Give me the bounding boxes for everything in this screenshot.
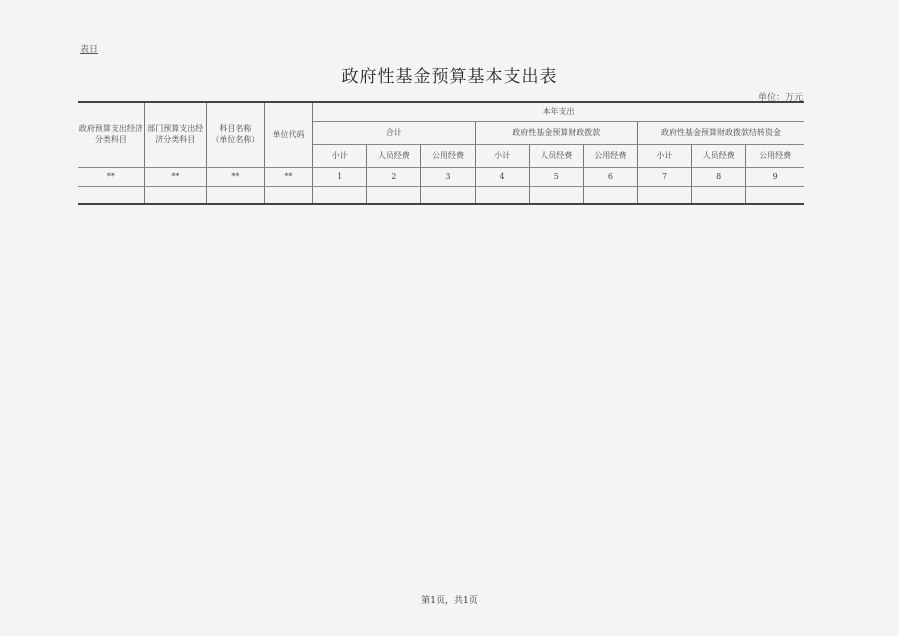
leaf-header: 小计 (637, 145, 691, 168)
group-header-current-year: 本年支出 (313, 102, 804, 122)
leaf-header: 人员经费 (367, 145, 421, 168)
data-cell (367, 187, 421, 205)
subgroup-header-carryover: 政府性基金预算财政拨款结转资金 (637, 122, 804, 145)
data-cell (78, 187, 144, 205)
index-cell: ** (264, 168, 312, 187)
index-cell: ** (144, 168, 206, 187)
leaf-header: 人员经费 (529, 145, 583, 168)
page-footer: 第1页，共1页 (421, 596, 478, 606)
page-title: 政府性基金预算基本支出表 (341, 67, 558, 87)
data-cell (692, 187, 746, 205)
data-cell (264, 187, 312, 205)
unit-label: 单位：万元 (757, 93, 803, 103)
stub-header-gov-econ: 政府预算支出经济分类科目 (78, 102, 144, 168)
data-row (78, 187, 804, 205)
data-cell (475, 187, 529, 205)
header-row-1 (78, 102, 804, 122)
stub-header-subject-name: 科目名称 （单位名称） (206, 102, 264, 168)
index-cell: 3 (421, 168, 475, 187)
data-cell (206, 187, 264, 205)
expenditure-table (78, 101, 804, 205)
data-cell (421, 187, 475, 205)
data-cell (144, 187, 206, 205)
data-cell (583, 187, 637, 205)
index-cell: 6 (583, 168, 637, 187)
index-row (78, 168, 804, 187)
leaf-header: 小计 (475, 145, 529, 168)
index-cell: ** (78, 168, 144, 187)
index-cell: 2 (367, 168, 421, 187)
data-cell (746, 187, 804, 205)
index-cell: 5 (529, 168, 583, 187)
leaf-header: 公用经费 (421, 145, 475, 168)
index-cell: 8 (692, 168, 746, 187)
stub-header-unit-code: 单位代码 (264, 102, 312, 168)
data-cell (637, 187, 691, 205)
data-cell (529, 187, 583, 205)
stub-header-dept-econ: 部门预算支出经济分类科目 (144, 102, 206, 168)
subgroup-header-total: 合计 (313, 122, 475, 145)
leaf-header: 公用经费 (746, 145, 804, 168)
leaf-header: 人员经费 (692, 145, 746, 168)
leaf-header: 小计 (313, 145, 367, 168)
form-code: 表日 (80, 45, 99, 55)
index-cell: 7 (637, 168, 691, 187)
leaf-header: 公用经费 (583, 145, 637, 168)
index-cell: 1 (313, 168, 367, 187)
subgroup-header-appropriation: 政府性基金预算财政拨款 (475, 122, 637, 145)
index-cell: ** (206, 168, 264, 187)
index-cell: 9 (746, 168, 804, 187)
data-cell (313, 187, 367, 205)
index-cell: 4 (475, 168, 529, 187)
